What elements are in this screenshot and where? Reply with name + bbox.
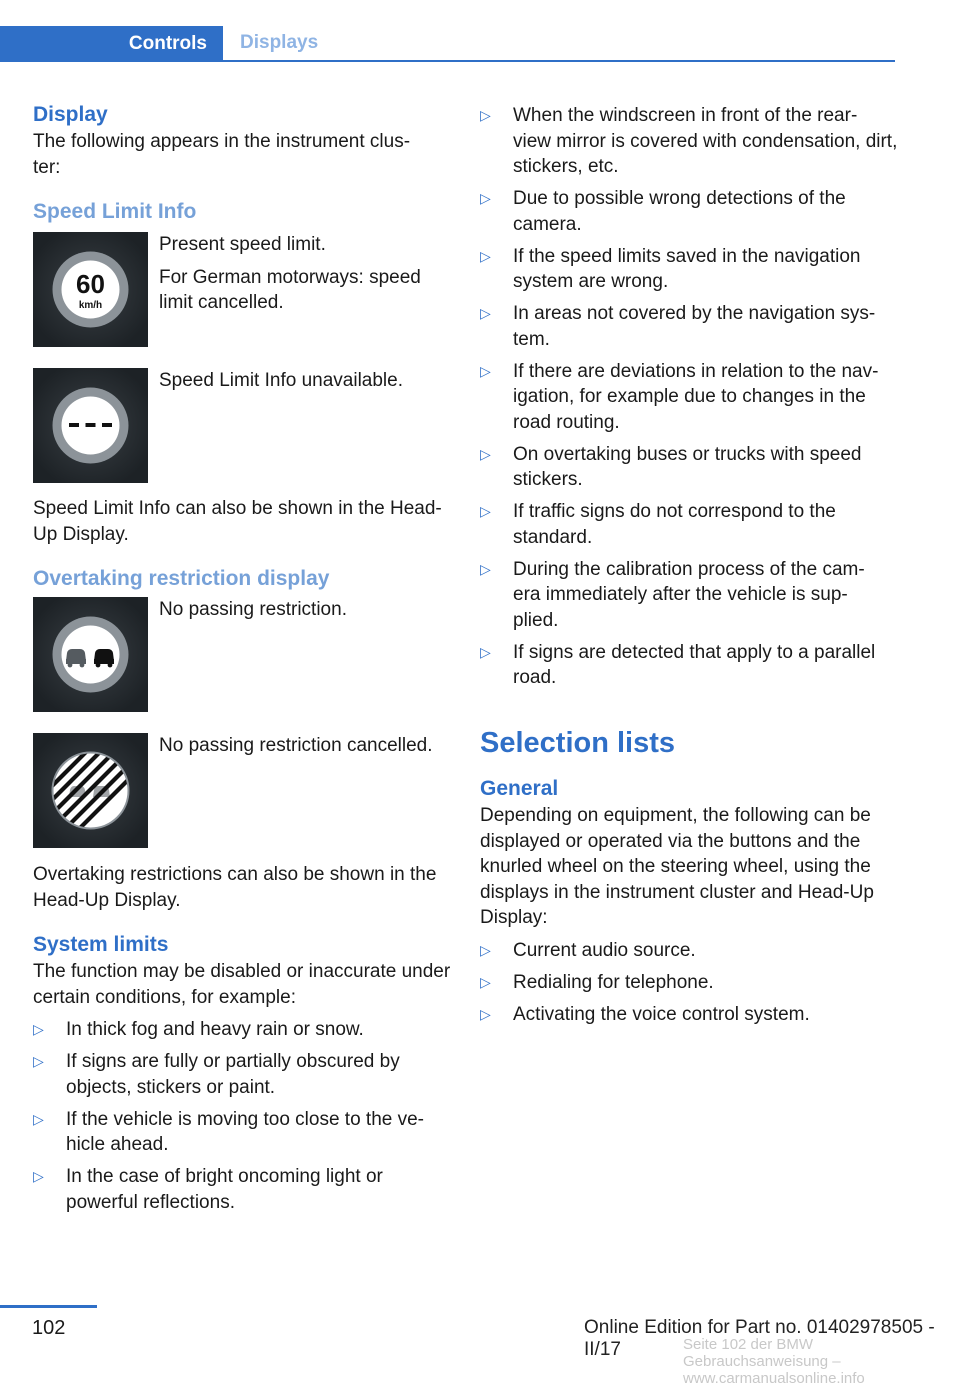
no-passing-text: No passing restriction.	[159, 599, 347, 620]
bullet-marker-icon: ▷	[480, 305, 491, 321]
no-passing-row	[33, 597, 453, 713]
no-passing-icon	[33, 597, 148, 712]
speed-limit-unit: km/h	[78, 300, 103, 311]
list-item: ▷ On overtaking buses or trucks with speed stickers.	[480, 443, 862, 490]
bullet-marker-icon: ▷	[33, 1168, 44, 1184]
overtaking-hud-text: Overtaking restrictions can also be shown in the Head-Up Display.	[33, 864, 437, 911]
bullet-marker-icon: ▷	[33, 1021, 44, 1037]
general-heading: General	[480, 777, 559, 800]
sli-motorway-text: For German motorways: speed limit cancelled.	[159, 266, 421, 313]
tabbar-underline	[0, 60, 895, 62]
speed-limit-unavailable-icon	[33, 368, 148, 483]
bullet-marker-icon: ▷	[480, 362, 491, 379]
watermark: Seite 102 der BMW Gebrauchsanweisung – www.carmanualsonline.info	[683, 1336, 865, 1387]
speed-limit-info-heading: Speed Limit Info	[33, 200, 197, 223]
bullet-marker-icon: ▷	[480, 107, 491, 123]
list-item: ▷ In areas not covered by the navigation sys- tem.	[480, 303, 876, 350]
bullet-marker-icon: ▷	[480, 190, 491, 206]
system-limits-list-left	[33, 1017, 453, 1215]
edition-text: Online Edition for Part no. 01402978505 - II/17	[584, 1317, 935, 1360]
right-column	[480, 103, 900, 1034]
list-item: ▷ Due to possible wrong detections of the camera.	[480, 188, 846, 235]
no-passing-cancelled-text: No passing restriction cancelled.	[159, 735, 433, 756]
list-item: ▷ During the calibration process of the cam- era immediately after the vehicle is sup- plied.	[480, 558, 865, 631]
footer-rule	[0, 1305, 97, 1308]
tab-controls[interactable]: Controls	[0, 26, 223, 62]
list-item: ▷ Current audio source.	[480, 938, 900, 964]
list-item: ▷ Redialing for telephone.	[480, 970, 900, 996]
bullet-marker-icon: ▷	[480, 247, 491, 264]
speed-limit-value: 60	[76, 269, 105, 299]
sli-unavailable-text: Speed Limit Info unavailable.	[159, 370, 403, 391]
bullet-marker-icon: ▷	[480, 973, 491, 990]
bullet-marker-icon: ▷	[480, 503, 491, 519]
speed-limit-unavailable-row	[33, 368, 453, 484]
list-item: ▷ If signs are fully or partially obscured by objects, stickers or paint.	[33, 1051, 400, 1098]
speed-limit-60-icon	[33, 232, 148, 347]
list-item: ▷ When the windscreen in front of the rear- view mirror is covered with condensation, dirt, stickers, etc.	[480, 105, 898, 177]
general-text: Depending on equipment, the following can be displayed or operated via the buttons and the knurled wheel on the steering wheel, using the displays in the instrument cluster and Head-Up Display:	[480, 805, 874, 928]
bullet-marker-icon: ▷	[480, 941, 491, 958]
display-text: The following appears in the instrument clus- ter:	[33, 131, 411, 178]
bullet-marker-icon: ▷	[33, 1053, 44, 1069]
sli-hud-text: Speed Limit Info can also be shown in the Head-Up Display.	[33, 498, 442, 545]
list-item: ▷ If traffic signs do not correspond to the standard.	[480, 501, 836, 548]
sli-present-text: Present speed limit.	[159, 234, 326, 255]
display-heading: Display	[33, 103, 108, 126]
list-item: ▷ If the speed limits saved in the navigation system are wrong.	[480, 245, 861, 292]
overtaking-heading: Overtaking restriction display	[33, 567, 330, 590]
list-item: ▷ In thick fog and heavy rain or snow.	[33, 1017, 453, 1043]
no-passing-cancelled-row	[33, 733, 453, 849]
list-item: ▷ If signs are detected that apply to a parallel road.	[480, 641, 876, 688]
speed-limit-row	[33, 232, 453, 348]
bullet-marker-icon: ▷	[480, 445, 491, 462]
tab-displays[interactable]: Displays	[240, 32, 319, 53]
bullet-marker-icon: ▷	[33, 1110, 44, 1127]
bullet-marker-icon: ▷	[480, 1005, 491, 1022]
system-limits-text: The function may be disabled or inaccurate under certain conditions, for example:	[33, 961, 451, 1008]
page-number: 102	[32, 1317, 66, 1339]
list-item: ▷ If the vehicle is moving too close to the ve- hicle ahead.	[33, 1108, 425, 1155]
selection-lists-heading: Selection lists	[480, 727, 676, 759]
bullet-marker-icon: ▷	[480, 560, 491, 577]
general-list	[480, 938, 900, 1028]
list-item: ▷ Activating the voice control system.	[480, 1002, 900, 1028]
section-tabbar	[0, 26, 895, 62]
list-item: ▷ If there are deviations in relation to the nav- igation, for example due to changes in the road routing.	[480, 360, 879, 433]
system-limits-list-right	[480, 103, 900, 691]
no-passing-cancelled-icon	[33, 733, 148, 848]
list-item: ▷ In the case of bright oncoming light or powerful reflections.	[33, 1166, 383, 1213]
system-limits-heading: System limits	[33, 933, 169, 956]
bullet-marker-icon: ▷	[480, 643, 491, 660]
left-column	[33, 101, 453, 1222]
